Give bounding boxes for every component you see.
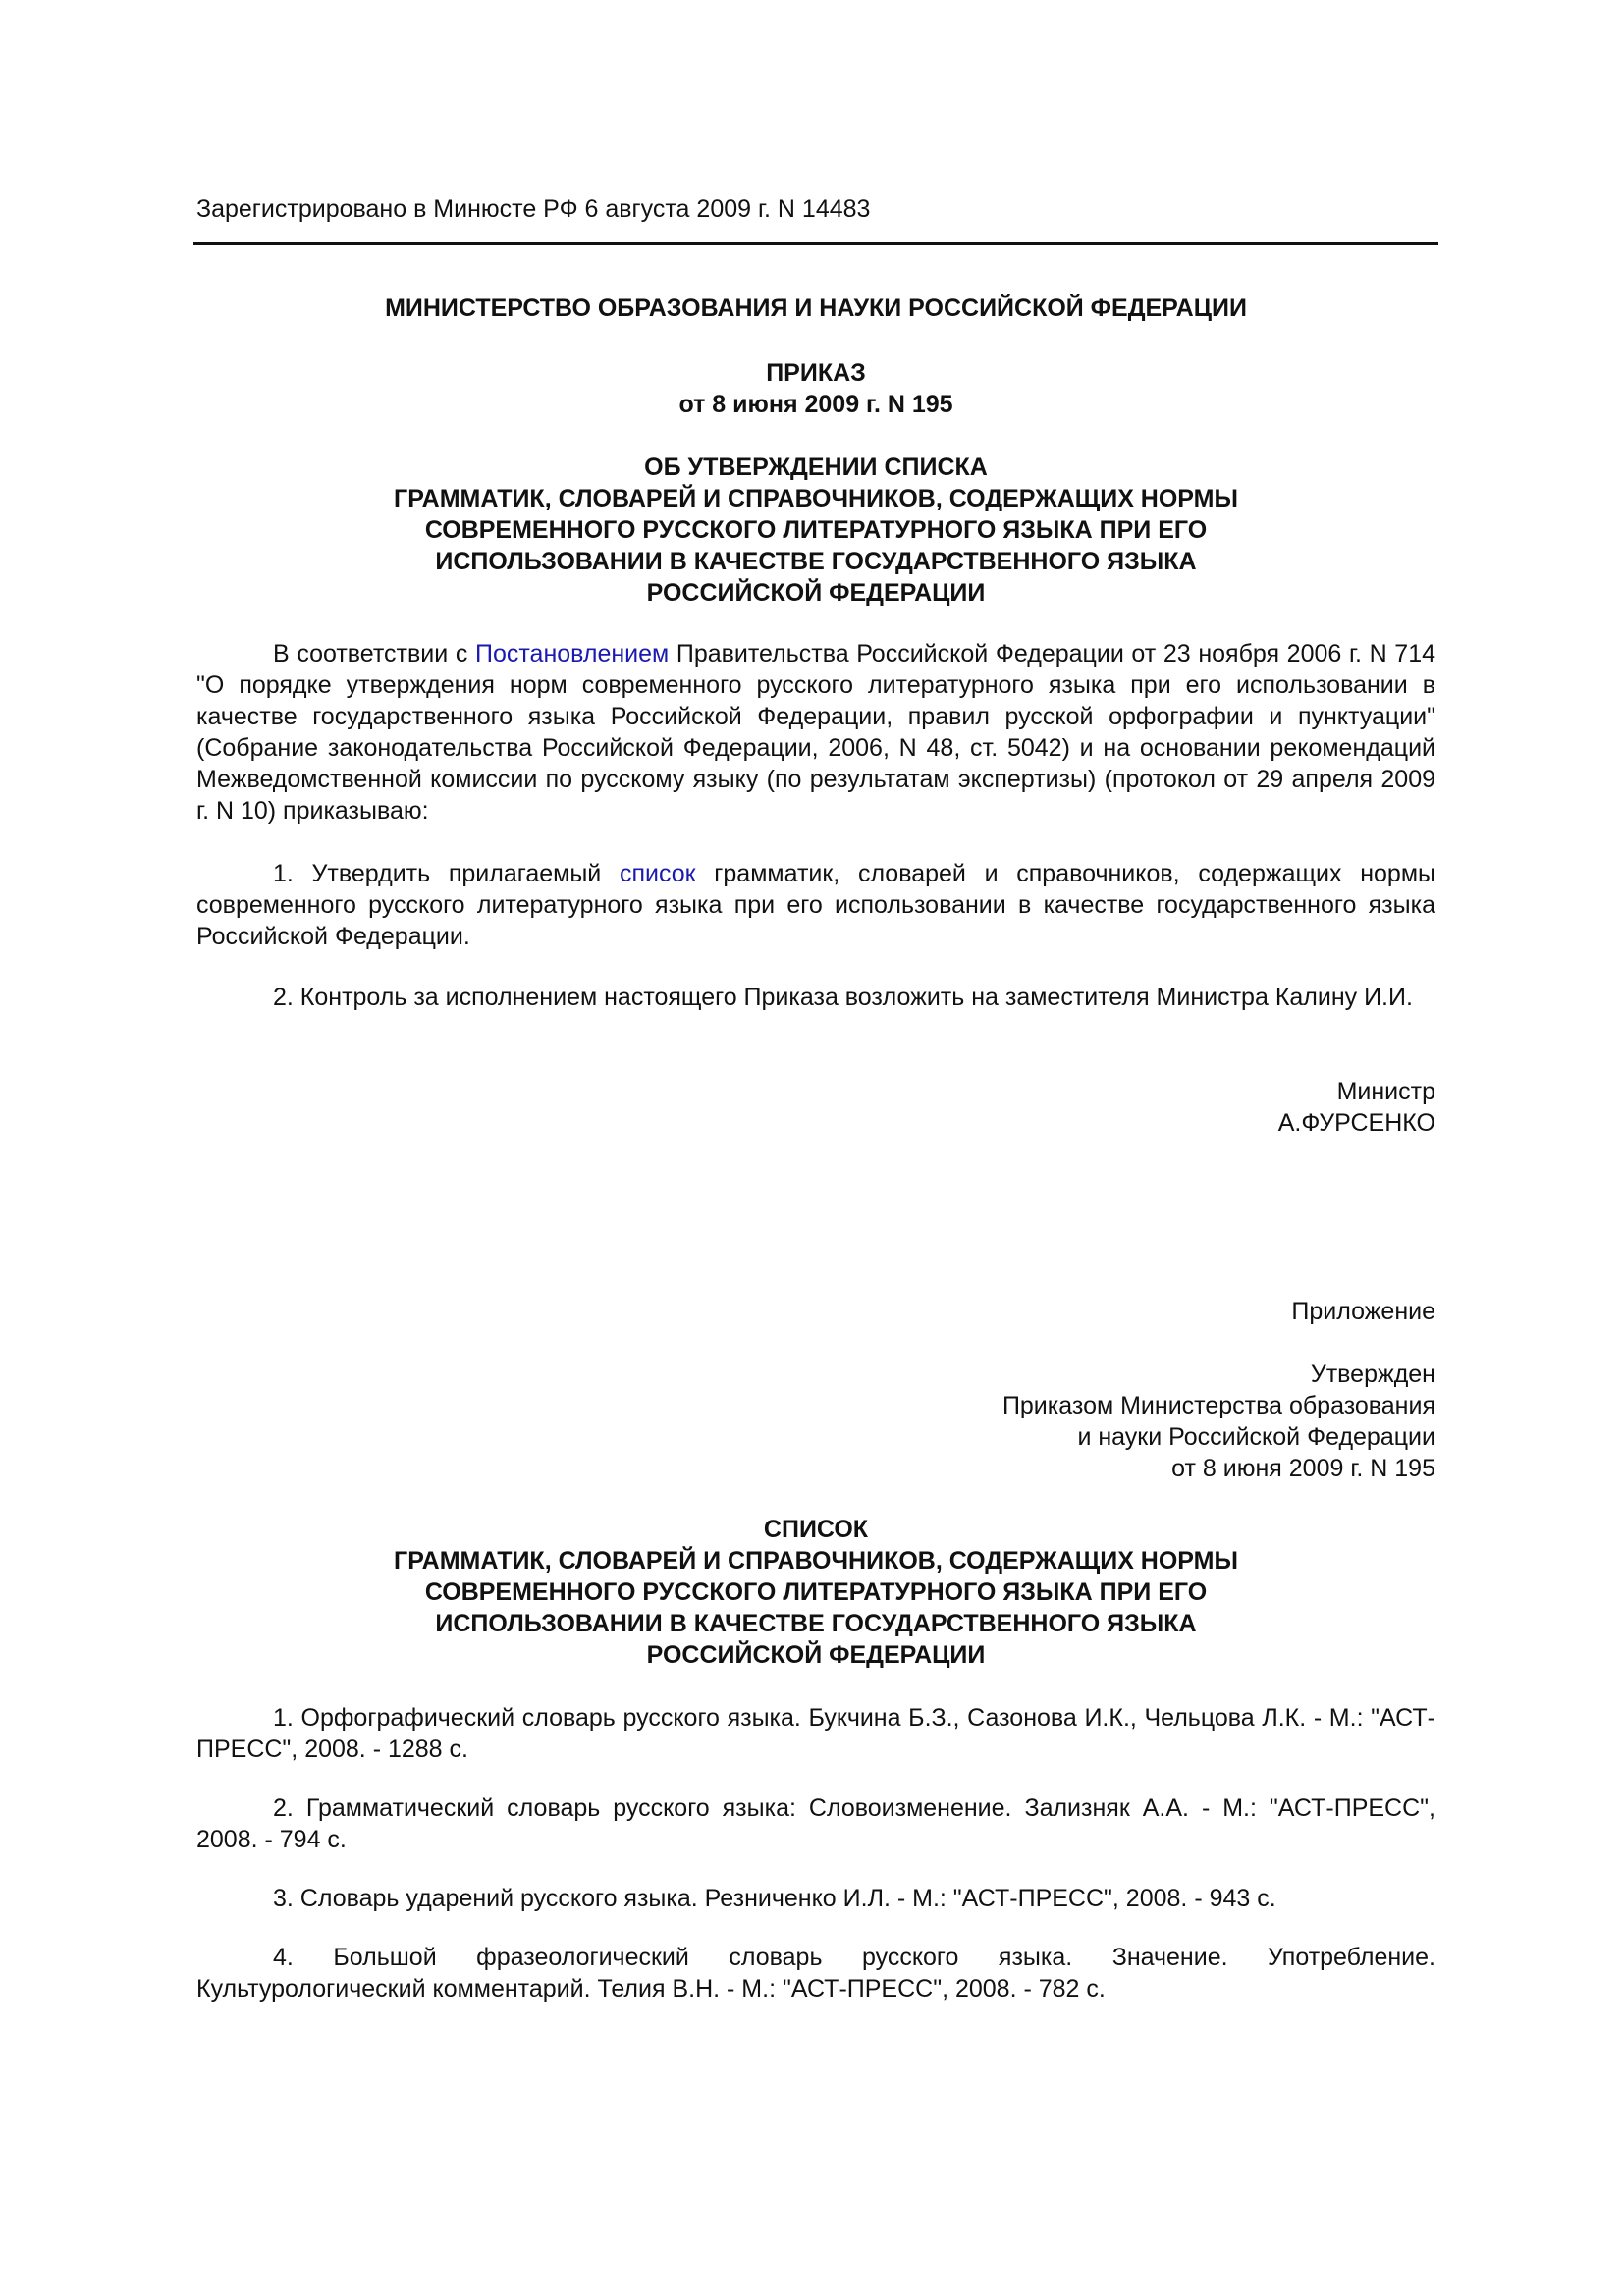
order-title-line: ОБ УТВЕРЖДЕНИИ СПИСКА [644, 454, 988, 481]
approval-line: Приказом Министерства образования [1001, 1392, 1435, 1419]
header-divider [193, 242, 1438, 245]
appendix-approval [196, 1359, 1435, 1484]
order-date-number: от 8 июня 2009 г. N 195 [678, 391, 953, 418]
order-title-line: РОССИЙСКОЙ ФЕДЕРАЦИИ [646, 579, 986, 607]
preamble-text: В соответствии с [273, 640, 475, 667]
appendix-title-line: РОССИЙСКОЙ ФЕДЕРАЦИИ [646, 1641, 986, 1669]
decree-link[interactable]: Постановлением [475, 640, 670, 667]
list-item: 3. Словарь ударений русского языка. Резниченко И.Л. - М.: "АСТ-ПРЕСС", 2008. - 943 с. [273, 1885, 1276, 1912]
order-title [196, 452, 1435, 609]
list-item: 2. Грамматический словарь русского языка: Словоизменение. Зализняк А.А. - М.: "АСТ-ПРЕСС", 2008. - 794 с. [196, 1794, 1435, 1853]
clause-text: грамматик, словарей и справочников, содержащих нормы современного русского литературного языка при его использовании в качестве государственного языка Российской Федерации. [196, 860, 1435, 950]
signature-name: А.ФУРСЕНКО [1277, 1109, 1435, 1137]
appendix-title [196, 1514, 1435, 1671]
appendix-label: Приложение [1291, 1298, 1435, 1325]
approval-line: от 8 июня 2009 г. N 195 [1171, 1455, 1435, 1482]
appendix-title-line: ИСПОЛЬЗОВАНИИ В КАЧЕСТВЕ ГОСУДАРСТВЕННОГО ЯЗЫКА [435, 1610, 1197, 1637]
order-title-line: ГРАММАТИК, СЛОВАРЕЙ И СПРАВОЧНИКОВ, СОДЕРЖАЩИХ НОРМЫ [394, 485, 1238, 512]
order-type: ПРИКАЗ [766, 359, 866, 387]
clause-1 [196, 858, 1435, 952]
order-title-line: СОВРЕМЕННОГО РУССКОГО ЛИТЕРАТУРНОГО ЯЗЫКА ПРИ ЕГО [424, 516, 1208, 544]
list-link[interactable]: список [619, 860, 696, 887]
appendix-title-line: СОВРЕМЕННОГО РУССКОГО ЛИТЕРАТУРНОГО ЯЗЫКА ПРИ ЕГО [424, 1578, 1208, 1606]
preamble-text: Правительства Российской Федерации от 23 ноября 2006 г. N 714 "О порядке утверждения норм современного русского литературного языка при его использовании в качестве государственного языка Российской Федерации, правил русской орфографии и пунктуации" (Собрание законодательства Российской Федерации, 2006, N 48, ст. 5042) и на основании рекомендаций Межведомственной комиссии по русскому языку (по результатам экспертизы) (протокол от 29 апреля 2009 г. N 10) приказываю: [196, 640, 1436, 825]
approval-line: и науки Российской Федерации [1077, 1423, 1435, 1451]
ministry-heading: МИНИСТЕРСТВО ОБРАЗОВАНИЯ И НАУКИ РОССИЙСКОЙ ФЕДЕРАЦИИ [385, 294, 1247, 322]
list-item: 4. Большой фразеологический словарь русского языка. Значение. Употребление. Культурологический комментарий. Телия В.Н. - М.: "АСТ-ПРЕСС", 2008. - 782 с. [196, 1944, 1435, 2002]
clause-2: 2. Контроль за исполнением настоящего Приказа возложить на заместителя Министра Калину И.И. [273, 984, 1413, 1011]
registration-note: Зарегистрировано в Минюсте РФ 6 августа 2009 г. N 14483 [196, 195, 871, 223]
clause-text: 1. Утвердить прилагаемый [273, 860, 620, 887]
preamble-paragraph [196, 638, 1435, 827]
appendix-title-line: ГРАММАТИК, СЛОВАРЕЙ И СПРАВОЧНИКОВ, СОДЕРЖАЩИХ НОРМЫ [394, 1547, 1238, 1575]
appendix-title-line: СПИСОК [763, 1516, 869, 1543]
list-item: 1. Орфографический словарь русского языка. Букчина Б.З., Сазонова И.К., Чельцова Л.К. - М.: "АСТ-ПРЕСС", 2008. - 1288 с. [196, 1704, 1435, 1763]
approval-line: Утвержден [1310, 1361, 1435, 1388]
order-title-line: ИСПОЛЬЗОВАНИИ В КАЧЕСТВЕ ГОСУДАРСТВЕННОГО ЯЗЫКА [435, 548, 1197, 575]
signature-position: Министр [1336, 1078, 1435, 1105]
